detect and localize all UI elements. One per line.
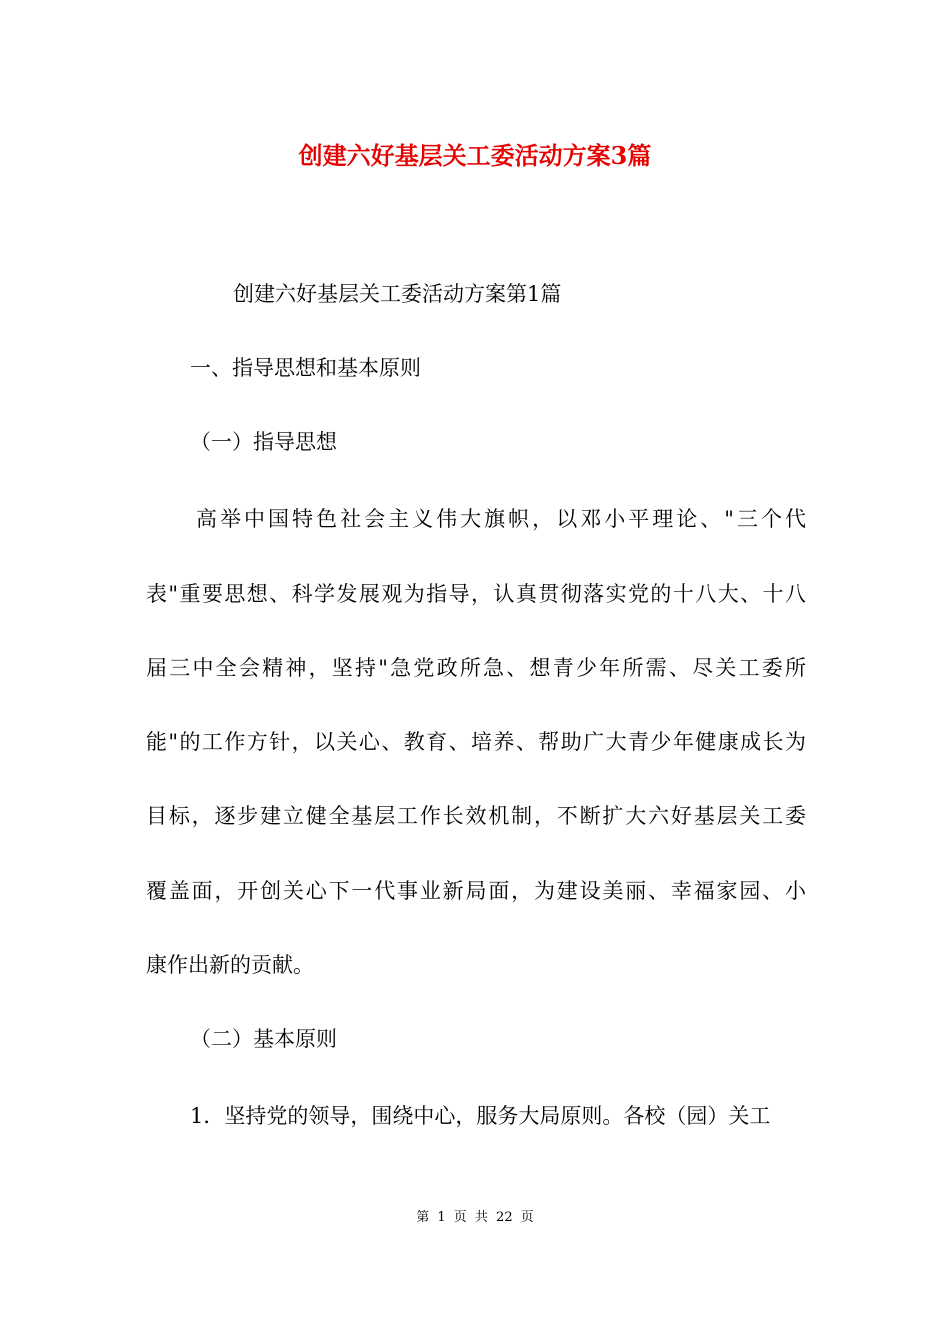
document-title: 创建六好基层关工委活动方案3篇 xyxy=(298,141,652,170)
section-heading-1: 一、指导思想和基本原则 xyxy=(190,356,421,380)
paragraph-line: 覆盖面，开创关心下一代事业新局面，为建设美丽、幸福家园、小 xyxy=(146,879,806,903)
principle-item-1: 1．坚持党的领导，围绕中心，服务大局原则。各校（园）关工 xyxy=(190,1104,771,1128)
paragraph-line: 表"重要思想、科学发展观为指导，认真贯彻落实党的十八大、十八 xyxy=(146,582,806,606)
subsection-heading-basic-principles: （二）基本原则 xyxy=(190,1027,337,1051)
article-subtitle: 创建六好基层关工委活动方案第1篇 xyxy=(233,282,562,306)
paragraph-line: 届三中全会精神，坚持"急党政所急、想青少年所需、尽关工委所 xyxy=(146,656,806,680)
paragraph-line: 目标，逐步建立健全基层工作长效机制，不断扩大六好基层关工委 xyxy=(146,804,806,828)
paragraph-line: 能"的工作方针，以关心、教育、培养、帮助广大青少年健康成长为 xyxy=(146,730,806,754)
paragraph-line: 康作出新的贡献。 xyxy=(146,953,314,977)
page-footer: 第 1 页 共 22 页 xyxy=(416,1210,534,1225)
subsection-heading-guiding-ideology: （一）指导思想 xyxy=(190,430,337,454)
paragraph-line: 高举中国特色社会主义伟大旗帜，以邓小平理论、"三个代 xyxy=(196,507,806,531)
